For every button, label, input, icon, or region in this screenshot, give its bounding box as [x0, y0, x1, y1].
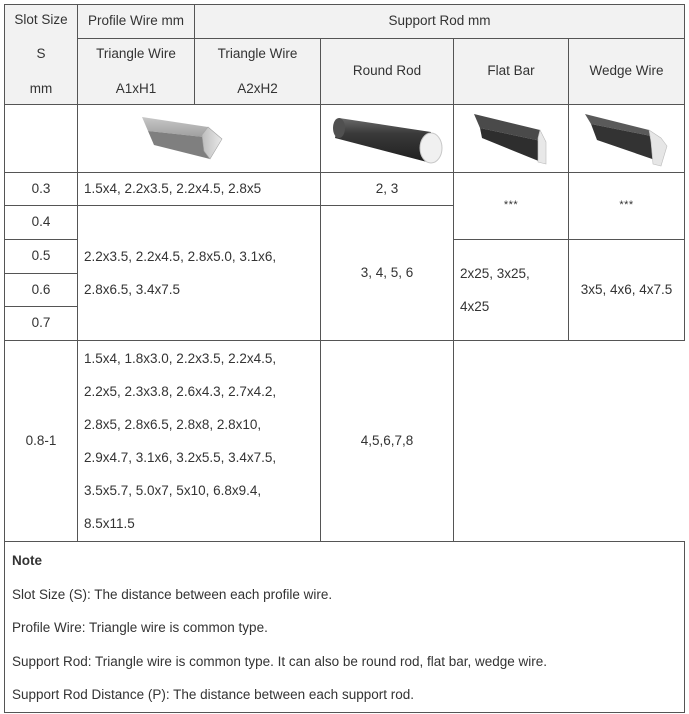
wedge-wire-image — [569, 105, 685, 173]
triangle-wire-line: 2.8x6.5, 3.4x7.5 — [84, 282, 181, 297]
round-rod-image — [321, 105, 454, 173]
wedge-wire-cell: *** — [569, 173, 685, 240]
note-cell — [5, 542, 685, 713]
table-row — [5, 173, 685, 206]
triangle-wire-a2-code: A2xH2 — [237, 81, 278, 97]
slot-size-cell: 0.4 — [5, 206, 78, 240]
triangle-wire-line: 2.8x5, 2.8x6.5, 2.8x8, 2.8x10, — [84, 417, 262, 432]
slot-size-cell: 0.7 — [5, 307, 78, 341]
note-line: Support Rod Distance (P): The distance between each support rod. — [12, 687, 414, 702]
slot-size-cell: 0.5 — [5, 240, 78, 274]
flat-bar-line: 4x25 — [460, 299, 490, 314]
slot-size-cell: 0.3 — [5, 173, 78, 206]
triangle-wire-line: 2.2x5, 2.3x3.8, 2.6x4.3, 2.7x4.2, — [84, 384, 277, 399]
flat-bar-line: 2x25, 3x25, — [460, 265, 530, 281]
slot-size-header — [5, 5, 78, 105]
profile-wire-header: Profile Wire mm — [78, 5, 195, 39]
triangle-wire-cell — [78, 206, 321, 341]
slot-size-cell: 0.6 — [5, 274, 78, 307]
support-rod-header: Support Rod mm — [195, 5, 685, 39]
triangle-wire-line: 2.2x3.5, 2.2x4.5, 2.8x5.0, 3.1x6, — [84, 248, 277, 264]
wedge-wire-cell: 3x5, 4x6, 4x7.5 — [569, 240, 685, 341]
note-title: Note — [12, 553, 42, 568]
round-rod-cell: 4,5,6,7,8 — [321, 341, 454, 542]
triangle-wire-a1-label: Triangle Wire — [96, 45, 176, 61]
flat-bar-cell: *** — [454, 173, 569, 240]
slot-size-unit: mm — [29, 81, 53, 97]
triangle-wire-line: 3.5x5.7, 5.0x7, 5x10, 6.8x9.4, — [84, 483, 262, 498]
triangle-wire-a2-header — [195, 39, 321, 105]
slot-size-symbol: S — [36, 46, 46, 62]
round-rod-cell: 3, 4, 5, 6 — [321, 206, 454, 341]
round-rod-cell: 2, 3 — [321, 173, 454, 206]
triangle-wire-a1-header — [78, 39, 195, 105]
table-row — [5, 341, 685, 542]
note-line: Support Rod: Triangle wire is common type. It can also be round rod, flat bar, wedge wire. — [12, 653, 548, 669]
note-line: Slot Size (S): The distance between each profile wire. — [12, 586, 333, 602]
note-row — [5, 542, 685, 713]
triangle-wire-a1-code: A1xH1 — [115, 81, 157, 97]
triangle-wire-cell — [78, 341, 321, 542]
slot-size-title: Slot Size — [14, 11, 68, 27]
flat-bar-image — [454, 105, 569, 173]
triangle-wire-line: 8.5x11.5 — [84, 516, 135, 531]
image-row-empty — [5, 105, 78, 173]
triangle-wire-line: 2.9x4.7, 3.1x6, 3.2x5.5, 3.4x7.5, — [84, 450, 277, 465]
flat-bar-header: Flat Bar — [454, 39, 569, 105]
triangle-wire-line: 1.5x4, 1.8x3.0, 2.2x3.5, 2.2x4.5, — [84, 351, 277, 366]
flat-bar-cell — [454, 240, 569, 341]
spec-table — [4, 4, 685, 713]
slot-size-cell: 0.8-1 — [5, 341, 78, 542]
triangle-wire-a2-label: Triangle Wire — [217, 45, 298, 61]
triangle-wire-image — [78, 105, 321, 173]
wedge-wire-header: Wedge Wire — [569, 39, 685, 105]
round-rod-header: Round Rod — [321, 39, 454, 105]
image-row — [5, 105, 685, 173]
triangle-wire-cell: 1.5x4, 2.2x3.5, 2.2x4.5, 2.8x5 — [78, 173, 321, 206]
note-line: Profile Wire: Triangle wire is common type. — [12, 620, 268, 635]
